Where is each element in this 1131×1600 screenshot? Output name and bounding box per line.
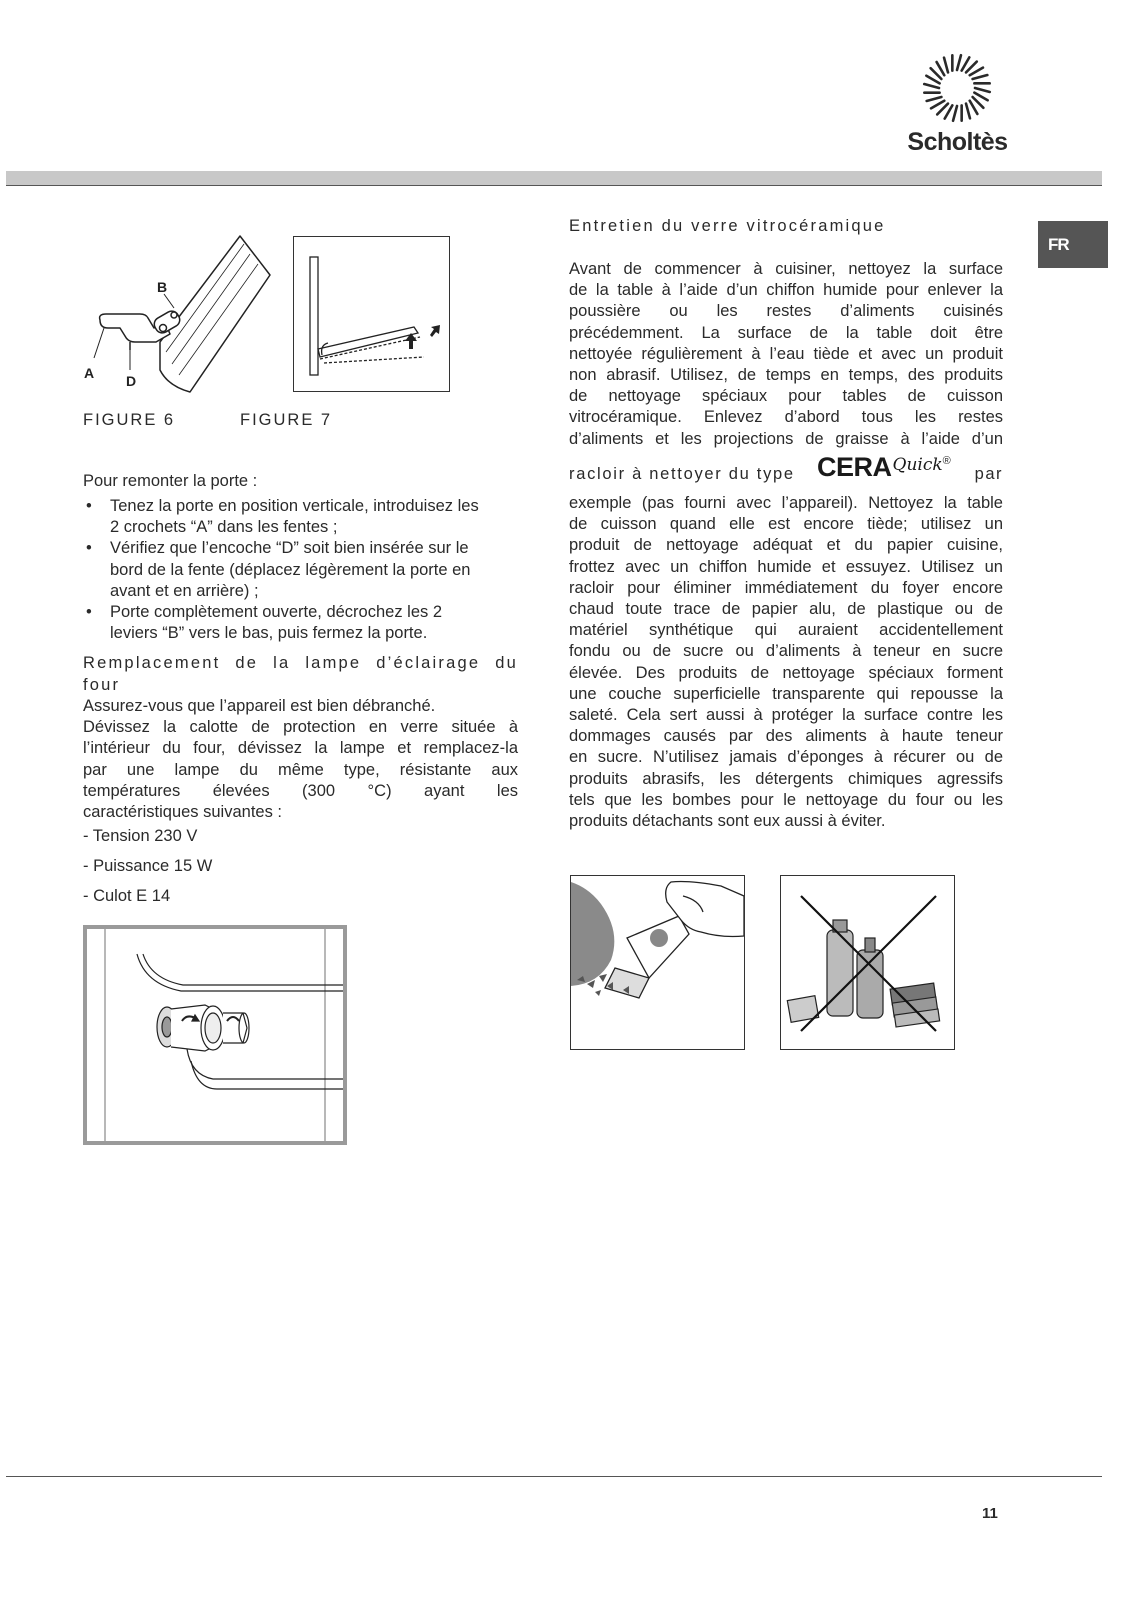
scraper-figure-frame — [570, 875, 745, 1050]
vitro-para-1: Avant de commencer à cuisiner, nettoyez la surface de la table à l’aide d’un chiffon humide pour enlever la poussière ou les restes d’aliments cuisinés précédemment. La surface de la table doit être nettoyée régulièrement à l’eau tiède et avec un produit non abrasif. Utilisez, de temps en temps, des produits de nettoyage spéciaux pour tables de cuisson vitrocéramique. Enlevez d’abord tous les restes d’aliments et les projections de graisse à l’aide d’un — [569, 260, 1003, 448]
sun-ray — [944, 58, 948, 73]
door-steps — [83, 496, 523, 644]
spec-power: - Puissance 15 W — [83, 857, 213, 875]
spec-socket: - Culot E 14 — [83, 887, 171, 905]
scraper-icon — [571, 876, 744, 1049]
footer-rule — [6, 1476, 1102, 1477]
list-item: • Tenez la porte en position verticale, introduisez les 2 crochets “A” dans les fentes ; — [86, 497, 479, 537]
sun-ray — [966, 104, 970, 119]
door-intro: Pour remonter la porte : — [83, 472, 258, 490]
header-bar — [6, 171, 1102, 186]
label-d: D — [126, 373, 137, 389]
ceraquick-logo: CERAQuick® — [817, 452, 951, 482]
sun-ray — [953, 106, 957, 121]
oven-lamp-illustration — [87, 929, 343, 1141]
label-a: A — [84, 365, 95, 381]
figure-7-caption: FIGURE 7 — [240, 411, 333, 429]
sun-ray — [973, 75, 988, 79]
sun-ray — [957, 55, 961, 70]
figure-7-door-open — [294, 237, 449, 391]
vitro-para-2: exemple (pas fourni avec l’appareil). Nettoyez la table de cuisson quand elle est encore tiède; utilisez un produit de nettoyage adéquat et du papier cuisine, frottez avec un chiffon humide et essuyez. Utilisez un racloir pour éliminer immédiatement du foyer encore chaud toute trace de papier alu, de plastique ou de matériel synthétique qui auraient accidentellement fondu ou de sucre ou d’aliments à teneur en sucre élevée. Des produits de nettoyage spéciaux forment une couche superficielle transparente qui repousse la saleté. Cela sert aussi à protéger la surface contre les dommages causés par des aliments à haute teneur en sucre. N’utilisez jamais d’éponges à récurer ou de produits abrasifs, les détergents chimiques agressifs tels que les bombes pour le nettoyage du four ou les produits détachants sont eux aussi à éviter. — [569, 494, 1003, 831]
racloir-line — [569, 452, 1003, 488]
sun-ray — [931, 101, 944, 109]
prohibited-products-icon — [781, 876, 954, 1049]
lamp-figure-frame — [83, 925, 347, 1145]
racloir-after: par — [974, 465, 1003, 483]
sun-ray — [970, 68, 983, 76]
label-b: B — [157, 279, 168, 295]
forbidden-products-frame — [780, 875, 955, 1050]
sun-ray — [975, 88, 990, 92]
language-tab-label: FR — [1048, 235, 1069, 254]
racloir-before: racloir à nettoyer du type — [569, 465, 795, 483]
list-item: • Porte complètement ouverte, décrochez les 2 leviers “B” vers le bas, puis fermez la porte. — [86, 603, 443, 643]
lamp-heading: Remplacement de la lampe d’éclairage du four — [83, 654, 518, 694]
page-number: 11 — [982, 1505, 998, 1522]
spec-tension: - Tension 230 V — [83, 827, 198, 845]
language-tab — [1038, 221, 1108, 268]
sun-ray — [924, 84, 939, 88]
sun-ray — [927, 97, 942, 101]
lamp-instructions: Assurez-vous que l’appareil est bien débranché. Dévissez la calotte de protection en verre située à l’intérieur du four, dévissez la lampe et remplacez-la par une lampe du même type, résistante aux températures élevées (300 °C) ayant les caractéristiques suivantes : — [83, 697, 518, 822]
figure-6-door-hinge — [80, 230, 280, 400]
sun-icon — [905, 48, 1010, 128]
figure-6-caption: FIGURE 6 — [83, 411, 176, 429]
registered-icon: ® — [942, 455, 951, 467]
list-item: • Vérifiez que l’encoche “D” soit bien insérée sur le bord de la fente (déplacez légèrement la porte en avant et en arrière) ; — [86, 539, 471, 600]
vitro-heading: Entretien du verre vitrocéramique — [569, 217, 886, 235]
sun-ray — [937, 62, 945, 75]
sun-ray — [970, 101, 978, 114]
brand-name: Scholtès — [907, 128, 1008, 156]
figure-7-frame — [293, 236, 450, 392]
brand-logo — [905, 48, 1010, 158]
